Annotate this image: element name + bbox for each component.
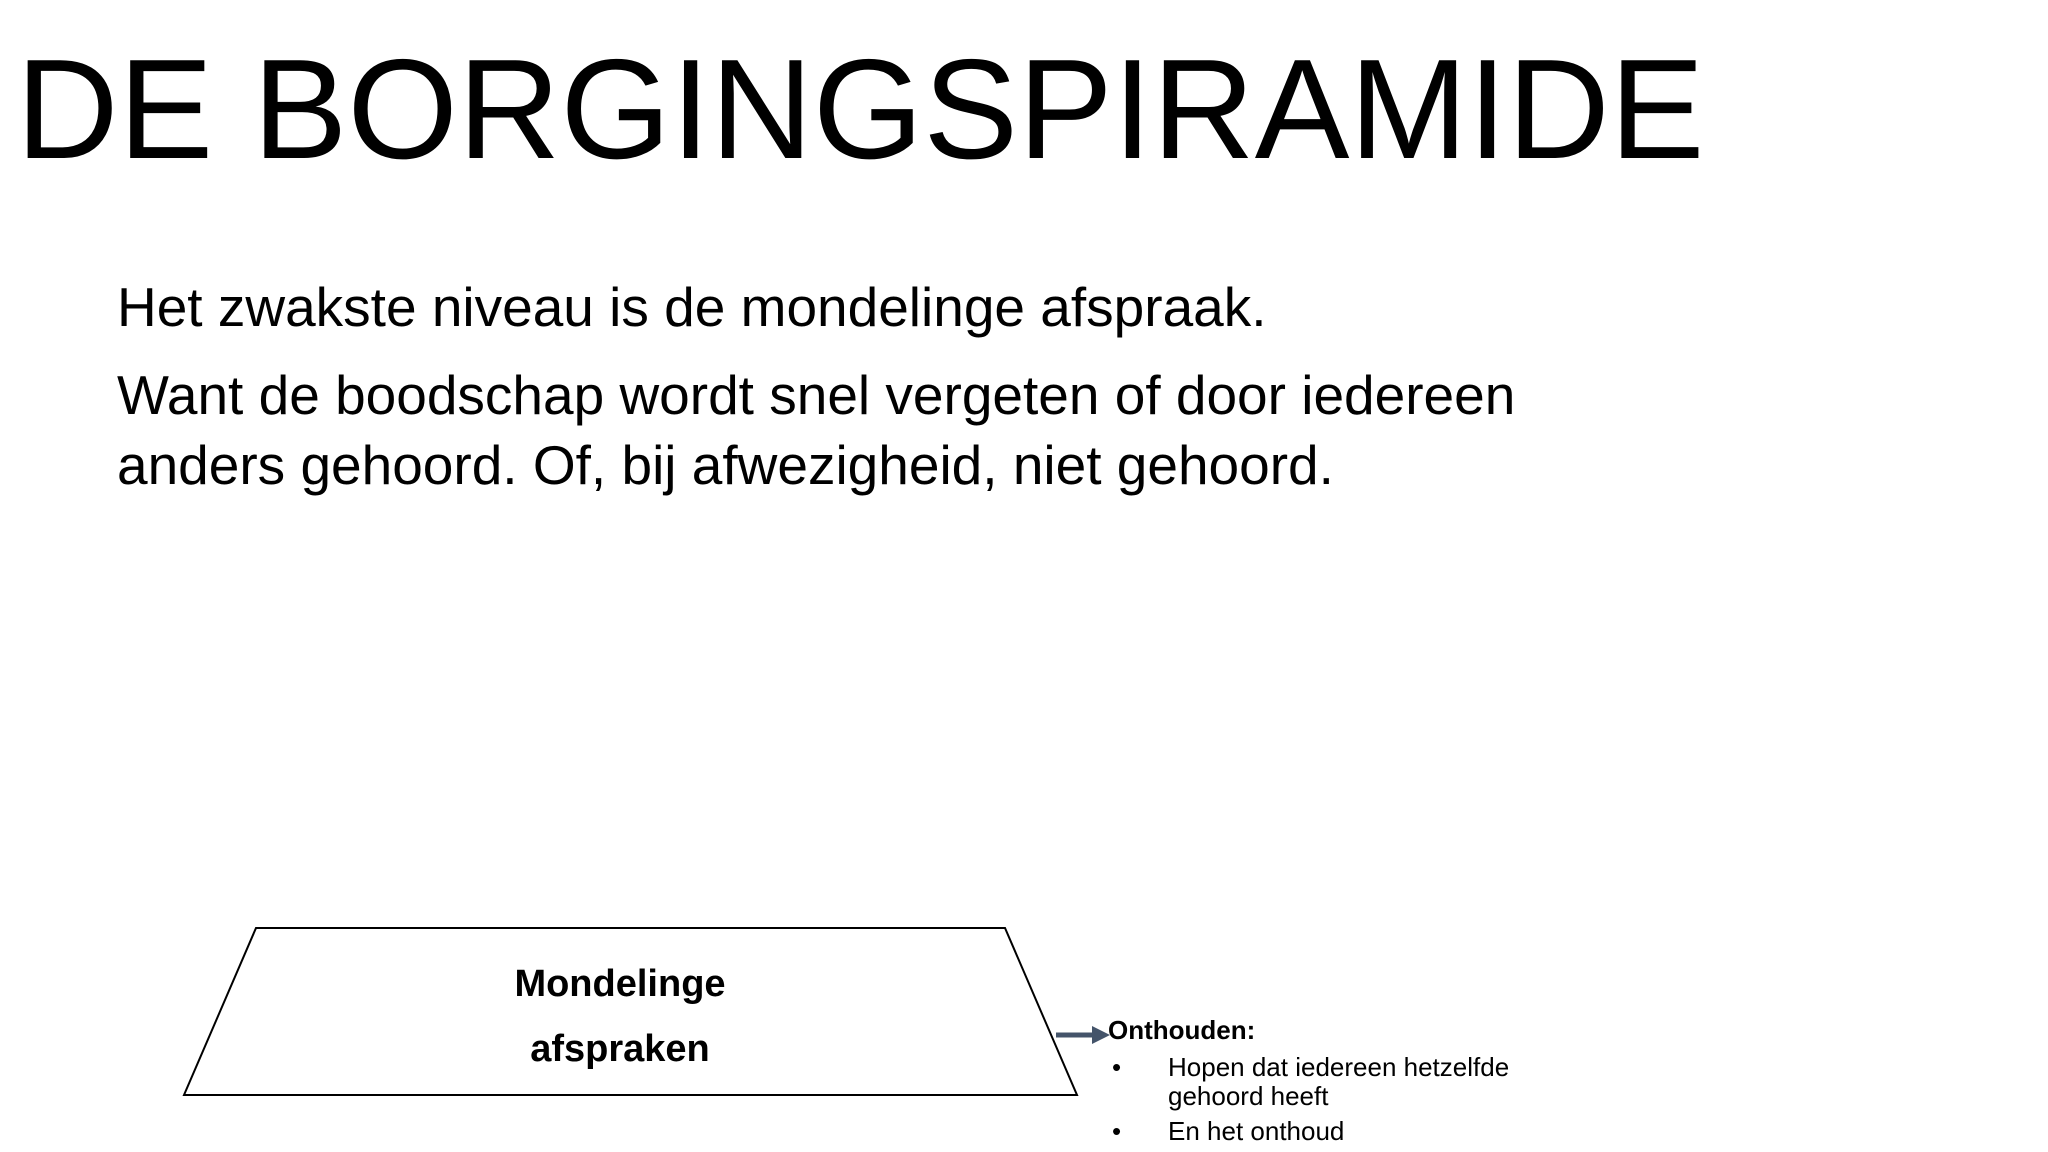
list-item — [1108, 1053, 1528, 1111]
bullet-icon: • — [1112, 1116, 1122, 1146]
body-paragraph-2: Want de boodschap wordt snel vergeten of door iedereen anders gehoord. Of, bij afwezigheid, niet gehoord. — [117, 364, 1516, 496]
body-paragraph-1: Het zwakste niveau is de mondelinge afspraak. — [117, 276, 1267, 338]
pyramid-label-line-2: afspraken — [530, 1028, 710, 1070]
bullet-icon: • — [1112, 1052, 1122, 1082]
note-box — [1108, 1016, 1528, 1152]
list-item — [1108, 1117, 1528, 1146]
note-list — [1108, 1053, 1528, 1146]
slide-title: DE BORGINGSPIRAMIDE — [16, 30, 1705, 189]
pyramid-level-label — [380, 952, 860, 1082]
note-item-text: En het onthoud — [1168, 1116, 1345, 1146]
note-heading: Onthouden: — [1108, 1015, 1256, 1045]
note-item-text: Hopen dat iedereen hetzelfde gehoord heeft — [1168, 1052, 1510, 1111]
pyramid-label-line-1: Mondelinge — [514, 963, 726, 1005]
